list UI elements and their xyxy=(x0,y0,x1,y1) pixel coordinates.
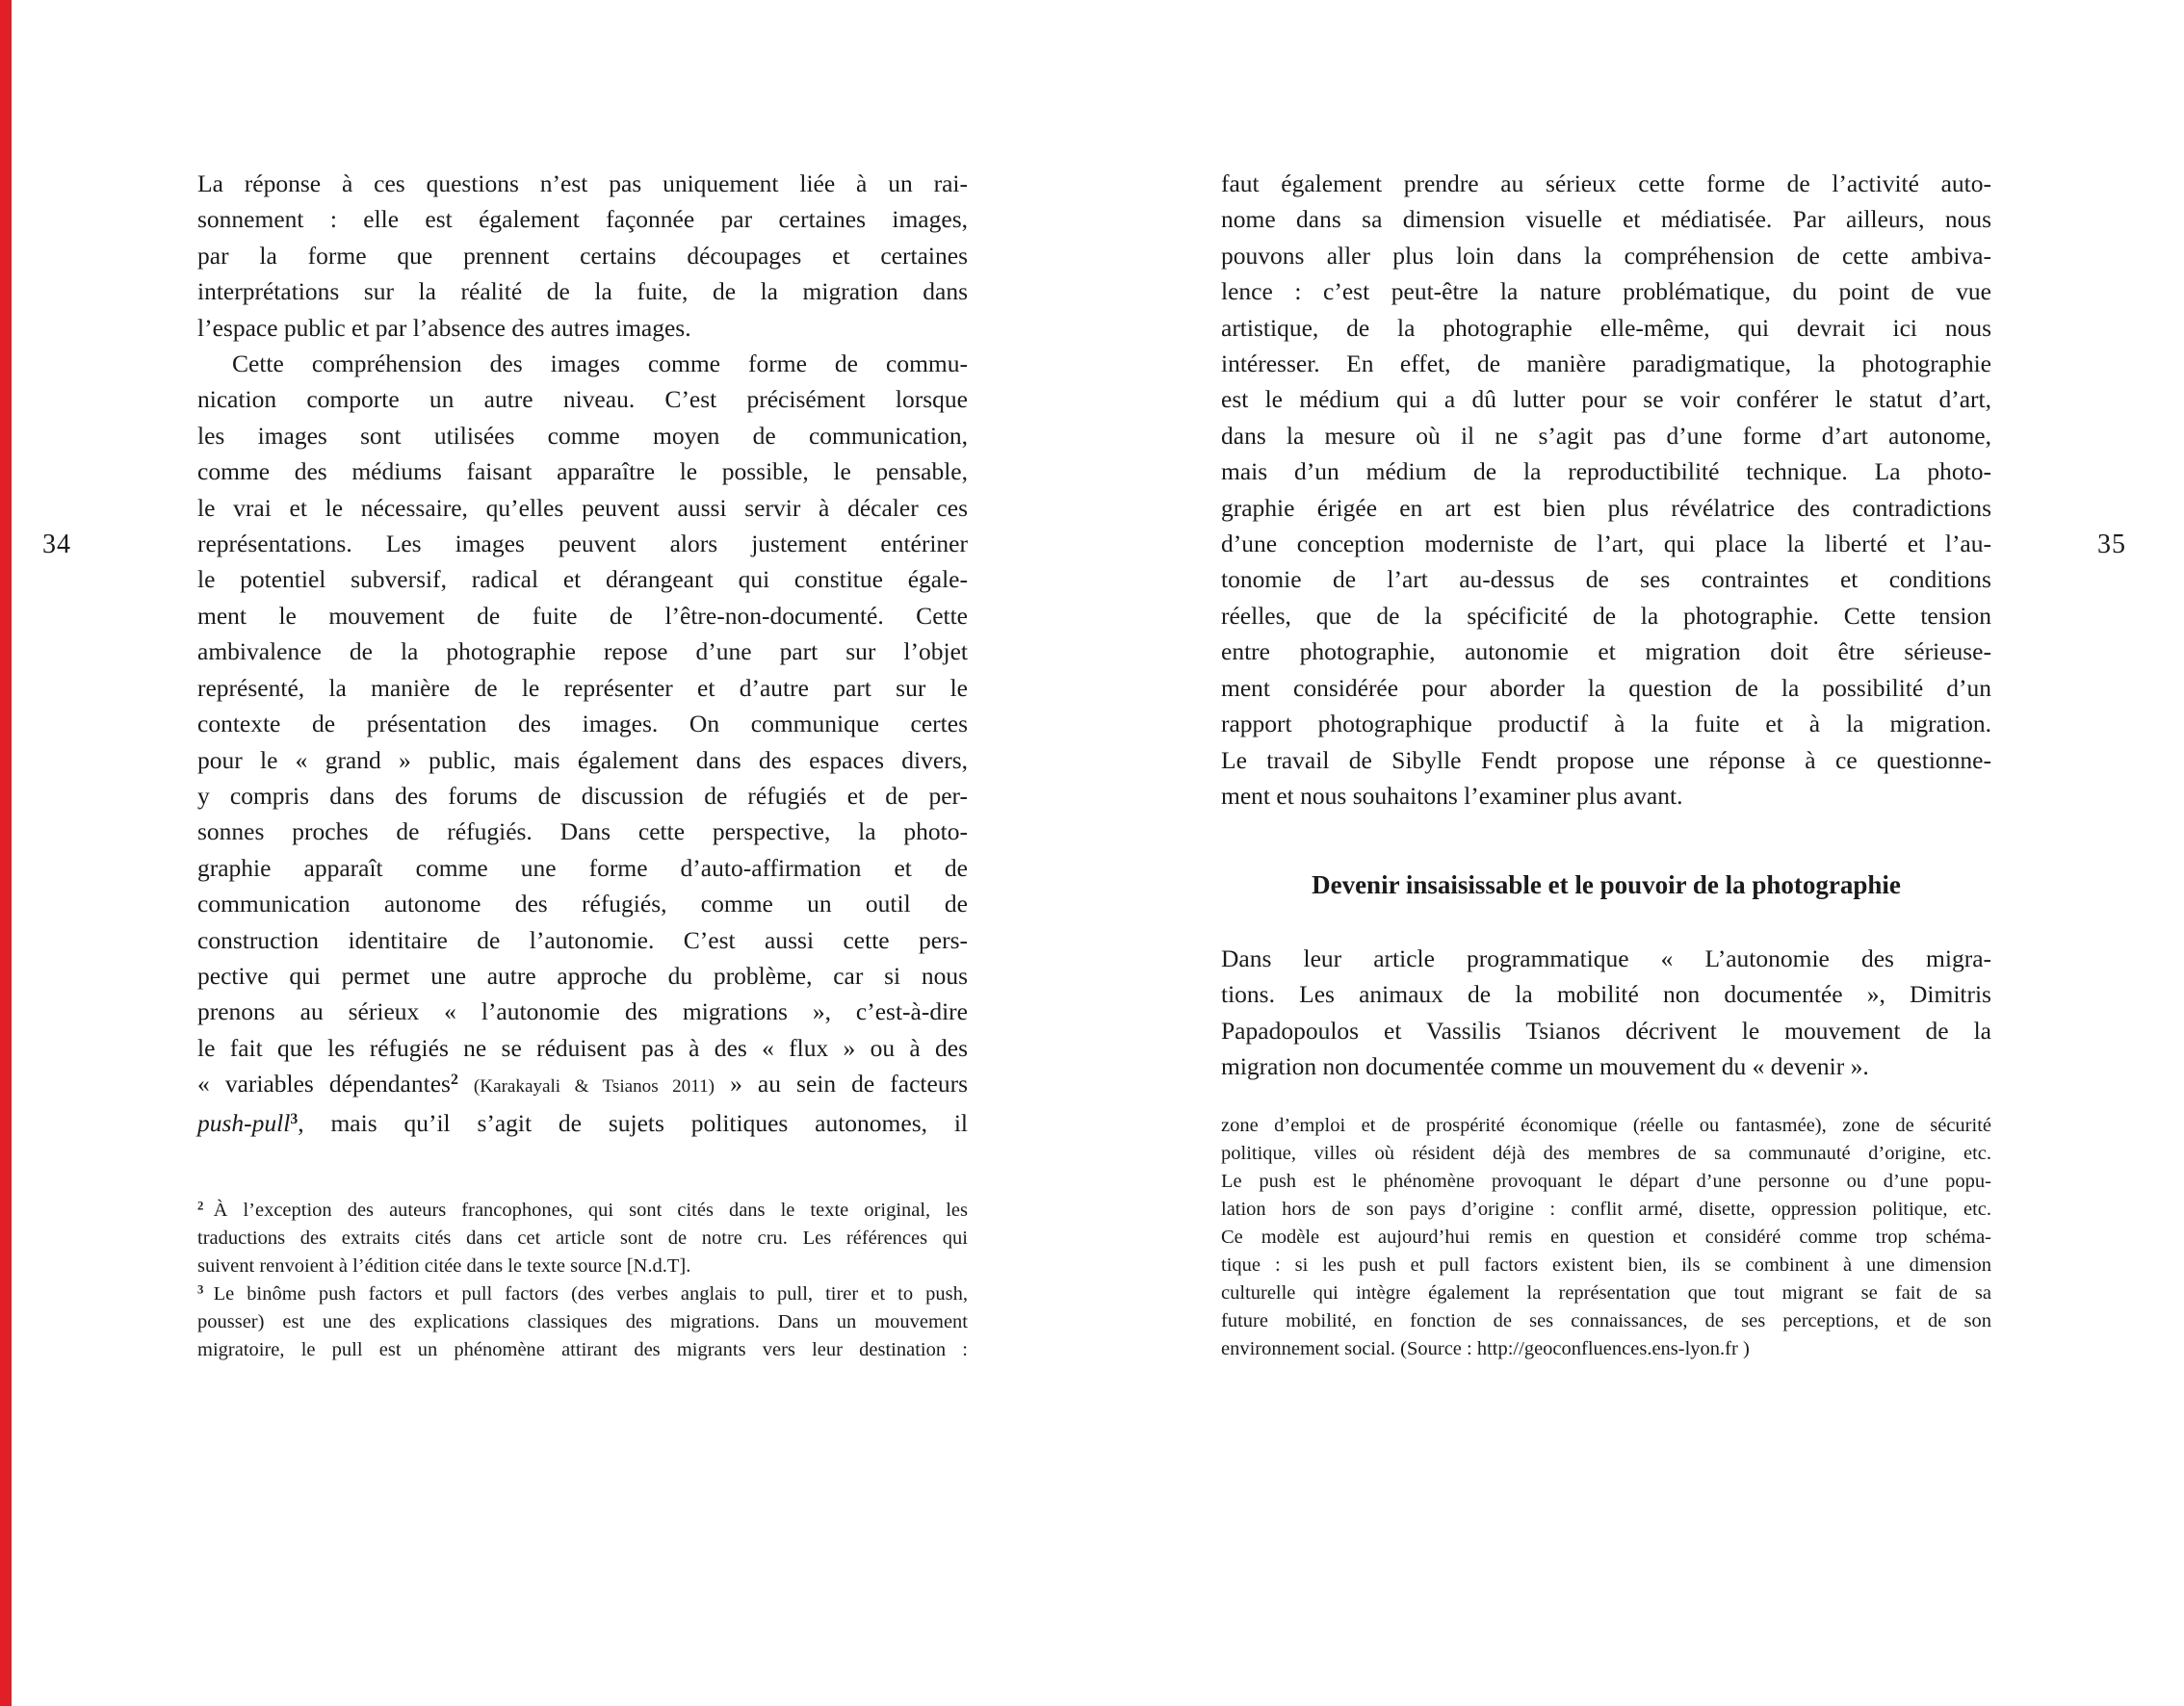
footnote-reference: 3 xyxy=(197,1282,204,1297)
text-line: ment considérée pour aborder la question de la possibilité d’un xyxy=(1221,673,1991,702)
text-line: d’une conception moderniste de l’art, qui place la liberté et l’au- xyxy=(1221,530,1991,558)
text-line: lence : c’est peut-être la nature problématique, du point de vue xyxy=(1221,277,1991,306)
text-line: ment et nous souhaitons l’examiner plus avant. xyxy=(1221,781,1683,810)
text-line: pousser) est une des explications classiques des migrations. Dans un mouvement xyxy=(197,1311,968,1332)
left-page-body-text xyxy=(197,166,968,1141)
text-line: politique, villes où résident déjà des membres de sa communauté d’origine, etc. xyxy=(1221,1143,1991,1164)
text-line: tonomie de l’art au-dessus de ses contraintes et conditions xyxy=(1221,565,1991,594)
text-line: push-pull$^3$, mais qu’il s’agit de sujets politiques autonomes, il xyxy=(197,1108,968,1137)
text-line: Le push est le phénomène provoquant le départ d’une personne ou d’une popu- xyxy=(1221,1171,1991,1192)
text-line: les images sont utilisées comme moyen de communication, xyxy=(197,421,968,450)
text-line: pouvons aller plus loin dans la compréhension de cette ambiva- xyxy=(1221,241,1991,270)
text-line: est le médium qui a dû lutter pour se voir conférer le statut d’art, xyxy=(1221,385,1991,414)
footnote-reference: 3 xyxy=(290,1110,299,1127)
text-line: dans la mesure où il ne s’agit pas d’une forme d’art autonome, xyxy=(1221,421,1991,450)
right-page-body-continuation xyxy=(1221,166,1991,814)
text-line: Le travail de Sibylle Fendt propose une réponse à ce questionne- xyxy=(1221,745,1991,774)
left-edge-red-strip xyxy=(0,0,12,1706)
text-line: $^3$ Le binôme push factors et pull factors (des verbes anglais to pull, tirer et to push, xyxy=(197,1282,968,1305)
text-line: interprétations sur la réalité de la fuite, de la migration dans xyxy=(197,277,968,306)
left-page-footnotes xyxy=(197,1197,968,1364)
text-line: ment le mouvement de fuite de l’être-non-documenté. Cette xyxy=(197,601,968,630)
text-line: représentations. Les images peuvent alors justement entériner xyxy=(197,530,968,558)
text-line: Cette compréhension des images comme forme de commu- xyxy=(232,349,968,378)
text-line: construction identitaire de l’autonomie. C’est aussi cette pers- xyxy=(197,925,968,954)
text-line: Dans leur article programmatique « L’autonomie des migra- xyxy=(1221,943,1991,972)
text-line: mais d’un médium de la reproductibilité technique. La photo- xyxy=(1221,457,1991,486)
text-line: nication comporte un autre niveau. C’est précisément lorsque xyxy=(197,385,968,414)
text-line: comme des médiums faisant apparaître le possible, le pensable, xyxy=(197,457,968,486)
text-line: y compris dans des forums de discussion de réfugiés et de per- xyxy=(197,781,968,810)
page-number-left: 34 xyxy=(42,530,71,559)
text-line: contexte de présentation des images. On communique certes xyxy=(197,710,968,738)
text-line: lation hors de son pays d’origine : conflit armé, disette, oppression politique, etc. xyxy=(1221,1199,1991,1220)
text-line: Papadopoulos et Vassilis Tsianos décrivent le mouvement de la xyxy=(1221,1016,1991,1045)
text-line: future mobilité, en fonction de ses connaissances, de ses perceptions, et de son xyxy=(1221,1310,1991,1331)
text-line: nome dans sa dimension visuelle et médiatisée. Par ailleurs, nous xyxy=(1221,205,1991,234)
text-line: le vrai et le nécessaire, qu’elles peuvent aussi servir à décaler ces xyxy=(197,493,968,522)
text-line: réelles, que de la spécificité de la photographie. Cette tension xyxy=(1221,601,1991,630)
text-line: « variables dépendantes$^2$ (Karakayali & Tsianos 2011) » au sein de facteurs xyxy=(197,1070,968,1099)
text-line: migration non documentée comme un mouvement du « devenir ». xyxy=(1221,1051,1869,1080)
text-line: rapport photographique productif à la fuite et à la migration. xyxy=(1221,710,1991,738)
section-heading: Devenir insaisissable et le pouvoir de la photographie xyxy=(1312,870,1901,900)
text-line: migratoire, le pull est un phénomène attirant des migrants vers leur destination : xyxy=(197,1339,968,1360)
text-line: communication autonome des réfugiés, comme un outil de xyxy=(197,890,968,918)
text-line: graphie érigée en art est bien plus révélatrice des contradictions xyxy=(1221,493,1991,522)
page-number-right: 35 xyxy=(2097,530,2126,559)
text-line: pective qui permet une autre approche du problème, car si nous xyxy=(197,961,968,990)
text-line: par la forme que prennent certains découpages et certaines xyxy=(197,241,968,270)
text-line: environnement social. (Source : http://geoconfluences.ens-lyon.fr ) xyxy=(1221,1338,1750,1359)
text-line: tique : si les push et pull factors existent bien, ils se combinent à une dimension xyxy=(1221,1254,1991,1276)
text-line: tions. Les animaux de la mobilité non documentée », Dimitris xyxy=(1221,980,1991,1009)
text-line: prenons au sérieux « l’autonomie des migrations », c’est-à-dire xyxy=(197,997,968,1026)
text-line: graphie apparaît comme une forme d’auto-affirmation et de xyxy=(197,853,968,882)
footnote-reference: 2 xyxy=(450,1072,458,1089)
text-line: l’espace public et par l’absence des autres images. xyxy=(197,313,691,342)
text-line: entre photographie, autonomie et migration doit être sérieuse- xyxy=(1221,637,1991,666)
text-line: le fait que les réfugiés ne se réduisent pas à des « flux » ou à des xyxy=(197,1033,968,1062)
text-line: La réponse à ces questions n’est pas uniquement liée à un rai- xyxy=(197,169,968,197)
text-line: suivent renvoient à l’édition citée dans le texte source [N.d.T]. xyxy=(197,1255,691,1277)
right-page-after-heading-text xyxy=(1221,941,1991,1085)
text-line: traductions des extraits cités dans cet article sont de notre cru. Les références qui xyxy=(197,1228,968,1249)
text-line: zone d’emploi et de prospérité économique (réelle ou fantasmée), zone de sécurité xyxy=(1221,1115,1991,1136)
text-line: représenté, la manière de le représenter et d’autre part sur le xyxy=(197,673,968,702)
text-line: culturelle qui intègre également la représentation que tout migrant se fait de sa xyxy=(1221,1282,1991,1304)
right-page-footnote-continuation xyxy=(1221,1112,1991,1363)
text-line: pour le « grand » public, mais également dans des espaces divers, xyxy=(197,745,968,774)
text-line: sonnes proches de réfugiés. Dans cette perspective, la photo- xyxy=(197,817,968,846)
text-line: artistique, de la photographie elle-même, qui devrait ici nous xyxy=(1221,313,1991,342)
text-line: ambivalence de la photographie repose d’une part sur l’objet xyxy=(197,637,968,666)
text-line: sonnement : elle est également façonnée par certaines images, xyxy=(197,205,968,234)
right-page-body-text xyxy=(1221,166,1991,1084)
footnote-reference: 2 xyxy=(197,1199,204,1213)
text-line: Ce modèle est aujourd’hui remis en question et considéré comme trop schéma- xyxy=(1221,1227,1991,1248)
text-line: le potentiel subversif, radical et dérangeant qui constitue égale- xyxy=(197,565,968,594)
inline-citation: (Karakayali & Tsianos 2011) xyxy=(473,1076,715,1098)
text-line: faut également prendre au sérieux cette forme de l’activité auto- xyxy=(1221,169,1991,197)
text-line: $^2$ À l’exception des auteurs francophones, qui sont cités dans le texte original, les xyxy=(197,1199,968,1221)
text-line: intéresser. En effet, de manière paradigmatique, la photographie xyxy=(1221,349,1991,378)
